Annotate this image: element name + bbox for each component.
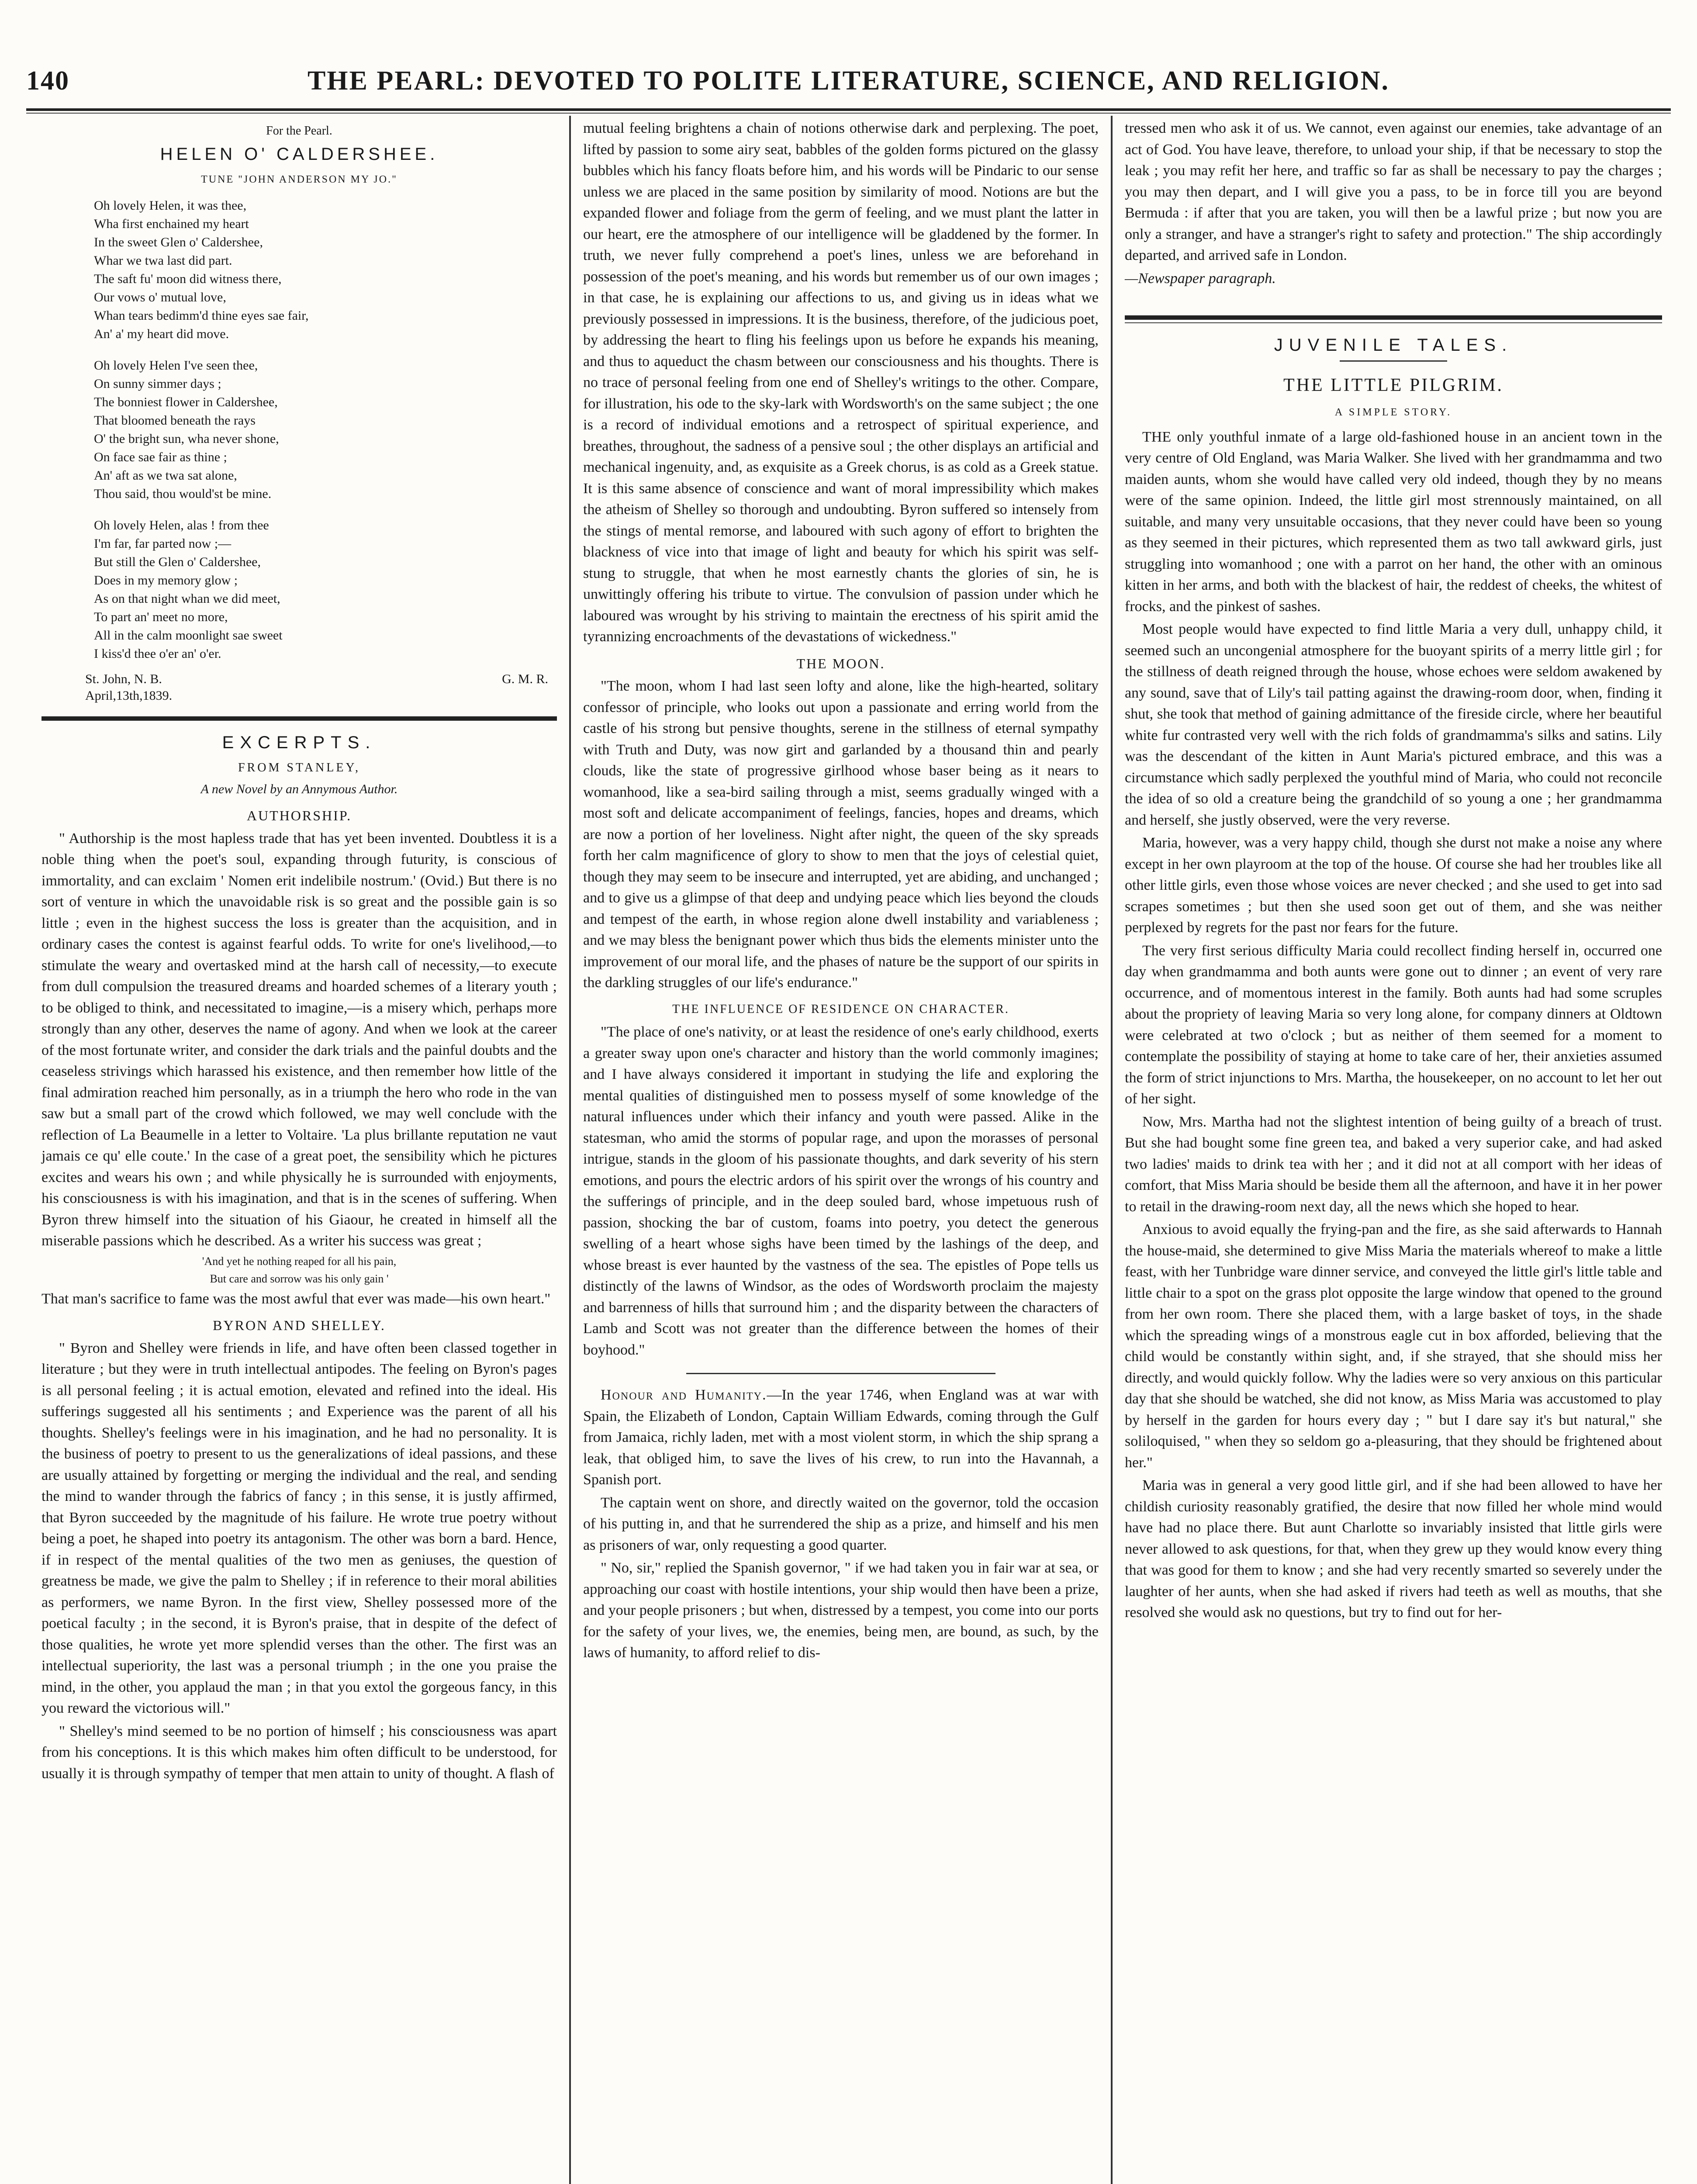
authorship-label: AUTHORSHIP. xyxy=(246,808,352,823)
verse-line: In the sweet Glen o' Caldershee, xyxy=(94,235,263,249)
verse-line: The bonniest flower in Caldershee, xyxy=(94,394,278,409)
excerpts-from: FROM STANLEY, xyxy=(238,761,361,774)
verse-line: I'm far, far parted now ;— xyxy=(94,536,232,551)
excerpt-continuation: mutual feeling brightens a chain of notions otherwise dark and perplexing. The poet, lifted by passion to some airy seat, babbles of the golden forms pictured on the glassy bubbles which his fancy floats before him, and his words will be Pindaric to our sense unless we are placed in the same position by similarity of mood. Notions are but the expanded flower and foliage from the germ of feeling, and we must plant the latter in our heart, ere the atmosphere of our intelligence will be gladdened by the former. In truth, we never fully comprehend a poet's lines, unless we are beforehand in possession of the poet's meaning, and his words but remember us of our own images ; in that case, he is explaining our affections to us, and giving us in ideas what we previously possessed in impressions. It is the business, therefore, of the judicious poet, by addressing the heart to fling his feelings upon us before he expands his meaning, and thus to aqueduct the chasm between our consciousness and his thoughts. There is no trace of personal feeling from one end of Shelley's writings to the other. Compare, for illustration, his ode to the sky-lark with Wordsworth's on the same subject ; the one is a record of individual emotions and a retrospect of spiritual experience, and breathes, throughout, the sadness of a pensive soul ; the other displays an artificial and mechanical ingenuity, and, as exquisite as a Greek chorus, is as cold as a Greek statue. It is this same absence of conscience and want of moral impressibility which makes the atheism of Shelley so thorough and undoubting. Byron suffered so intensely from the stings of mental remorse, and laboured with such agony of effort to brighten the blackness of vice into that image of light and beauty for which his spirit was self-stung to struggle, that when he most earnestly chants the glories of sin, he is unwittingly offering his tribute to virtue. The convulsion of passion under which he laboured was wrought by his striving to maintain the erectness of his spirit amid the tyrannizing encroachments of the devastations of wickedness." xyxy=(583,120,1099,645)
column-2 xyxy=(583,118,1099,1666)
poem-title: HELEN O' CALDERSHEE. xyxy=(160,144,439,164)
verse-line: O' the bright sun, wha never shone, xyxy=(94,431,279,446)
story-paragraph: THE only youthful inmate of a large old-fashioned house in an ancient town in the very centre of Old England, was Maria Walker. She lived with her grandmamma and two maiden aunts, whom she would have called very old indeed, though they by no means were of the same opinion. Indeed, the little girl most strennously maintained, on all suitable, and many very unsuitable occasions, that they never could have been so young as they seemed in their pictures, which represented them as two tall awkward girls, just struggling into womanhood ; one with a parrot on her hand, the other with an ominous kitten in her arms, and both with the blackest of hair, the reddest of cheeks, the whitest of frocks, and the pinkest of sashes. xyxy=(1125,429,1662,615)
poem-signature: G. M. R. xyxy=(502,671,548,686)
verse-line: I kiss'd thee o'er an' o'er. xyxy=(94,646,221,661)
verse-line: But still the Glen o' Caldershee, xyxy=(94,554,261,569)
authorship-close: That man's sacrifice to fame was the most awful that ever was made—his own heart." xyxy=(41,1290,551,1307)
story-subtitle: A SIMPLE STORY. xyxy=(1334,407,1452,418)
excerpts-byline: A new Novel by an Annymous Author. xyxy=(200,781,398,796)
byron-shelley-label: BYRON AND SHELLEY. xyxy=(213,1317,386,1333)
story-paragraph: Anxious to avoid equally the frying-pan and the fire, as she said afterwards to Hannah the house-maid, she determined to give Miss Maria the materials whereof to make a little feast, with her Tunbridge ware dinner service, and conveyed the little girl's little table and little chair to a spot on the grass plot opposite the large window that opened to the ground from her own room. There she placed them, with a large basket of toys, in the shade which the spreading wings of a monstrous eagle cut in box afforded, believing that the child would be constantly within sight, and, if she strayed, that she should miss her directly, and would quickly follow. Why the ladies were so very anxious on this particular day that she should be watched, she did not know, as Miss Maria was accustomed to play by herself in the garden for hours every day ; " but I dare say it's but natural," she soliloquised, " when they so seldom go a-pleasuring, that they should be frightened about her." xyxy=(1125,1221,1662,1471)
quote-line: But care and sorrow was his only gain ' xyxy=(210,1272,389,1285)
verse-line: On sunny simmer days ; xyxy=(94,376,221,391)
verse-line: Does in my memory glow ; xyxy=(94,573,238,587)
poem-tune: TUNE "JOHN ANDERSON MY JO." xyxy=(201,174,397,185)
poem-place: St. John, N. B. xyxy=(85,671,162,686)
poem-stanza-3 xyxy=(41,516,557,663)
poem-signature-row xyxy=(41,671,557,704)
authorship-text: " Authorship is the most hapless trade that has yet been invented. Doubtless it is a noble thing when the poet's soul, expanding through futurity, is conscious of immortality, and can exclaim ' Nomen erit indelibile nostrum.' (Ovid.) But there is no sort of venture in which the unavoidable risk is so great and the possible gain is so little ; even in the highest success the loss is greater than the acquisition, and in ordinary cases the contest is against fearful odds. To write for one's livelihood,—to stimulate the weary and overtasked mind at the harsh call of necessity,—to execute from dull compulsion the treasured dreams and hoarded schemes of a literary youth ; to be obliged to think, and necessitated to imagine,—is a misery which, perhaps more strongly than any other, deserves the name of agony. And when we look at the career of the most fortunate writer, and consider the dark trials and the painful doubts and the ceaseless strivings which harassed his existence, and then remember how little of the final admiration reached him personally, as in a triumph the hero who rode in the van saw but a small part of the crowd which followed, we may well conclude with the reflection of La Beaumelle in a letter to Voltaire. 'La plus brillante reputation ne vaut jamais ce qu' elle coute.' In the case of a great poet, the sensibility which he pictures excites and wears his own ; and while physically he is surrounded with enjoyments, his consciousness is with his imagination, and that is in the scenes of suffering. When Byron threw himself into the situation of his Giaour, he created in himself all the miserable passions which he described. As a writer his success was great ; xyxy=(41,830,557,1249)
verse-line: Oh lovely Helen I've seen thee, xyxy=(94,358,258,373)
verse-line: As on that night whan we did meet, xyxy=(94,591,280,606)
verse-line: Whan tears bedimm'd thine eyes sae fair, xyxy=(94,308,309,323)
verse-line: Our vows o' mutual love, xyxy=(94,290,226,304)
column-1 xyxy=(41,118,557,1786)
story-paragraph: Maria was in general a very good little girl, and if she had been allowed to have her childish curiosity reasonably gratified, the desire that now filled her whole mind would have had no place there. But aunt Charlotte so invariably insisted that little girls were never allowed to ask questions, for that, when they grew up they would know every thing that was good for them to know ; and she had very recently smarted so severely under the laughter of her aunts, when she had asked if rivers had teeth as well as mouths, that she resolved she would ask no questions, but try to find out for her- xyxy=(1125,1477,1662,1621)
story-paragraph: Most people would have expected to find little Maria a very dull, unhappy child, it seemed such an uncongenial atmosphere for the buoyant spirits of a merry little girl ; for the stillness of death reigned through the house, whose echoes were seldom awakened by any sound, save that of Lily's tail patting against the drawing-room door, when, finding it shut, she took that method of gaining admittance of the fireside circle, where her beautiful white fur contrasted very well with the rich folds of grandmamma's silks and satins. Lily was the descendant of the kitten in Aunt Maria's pictured embrace, and this was a circumstance which sadly perplexed the youthful mind of Maria, who could not reconcile the idea of so old a creature being the grandchild of so young a one ; her grandmamma and herself, she justly observed, were the very reverse. xyxy=(1125,621,1662,828)
poem-stanza-1 xyxy=(41,197,557,343)
verse-line: Oh lovely Helen, alas ! from thee xyxy=(94,518,269,532)
honour-paragraph-3: " No, sir," replied the Spanish governor, " if we had taken you in fair war at sea, or approaching our coast with hostile intentions, your ship would then have been a prize, and your people prisoners ; but when, distressed by a tempest, you come into our ports for the safety of your lives, we, the enemies, being men, are bound, as such, by the laws of humanity, to afford relief to dis- xyxy=(583,1560,1099,1661)
influence-text: "The place of one's nativity, or at least the residence of one's early childhood, exerts a greater sway upon one's character and history than the world commonly imagines; and I have always considered it important in studying the life and exploring the mental qualities of distinguished men to possess myself of some knowledge of the natural influences under which their infancy and youth were passed. Alike in the statesman, who amid the storms of popular rage, and upon the morasses of personal intrigue, stands in the gloom of his passionate thoughts, and dark severity of his stern emotions, and pours the electric ardors of his spirit over the wrongs of his country and the sufferings of principle, and in the deep souled bard, whose impetuous rush of passion, shocking the bar of custom, foams into poetry, you detect the generous swelling of a heart whose sighs have been timed by the lashings of the deep, and whose breast is ever haunted by the vastness of the sea. The epistles of Pope tells us distinctly of the lawns of Windsor, as the odes of Wordsworth proclaim the majesty and barrenness of hills that surround him ; and the disparity between the characters of Lamb and Scott was not greater than the difference between the homes of their boyhood." xyxy=(583,1024,1099,1358)
masthead xyxy=(26,66,1671,105)
section-rule-thin xyxy=(1125,322,1662,323)
poem-credit: For the Pearl. xyxy=(266,124,332,138)
moon-label: THE MOON. xyxy=(796,655,885,671)
verse-line: Whar we twa last did part. xyxy=(94,253,232,268)
honour-text: —In the year 1746, when England was at war with Spain, the Elizabeth of London, Captain William Edwards, coming through the Gulf from Jamaica, richly laden, met with a most violent storm, in which the ship sprang a leak, that obliged him, to save the lives of his crew, to run into the Havannah, a Spanish port. xyxy=(583,1387,1099,1488)
verse-line: All in the calm moonlight sae sweet xyxy=(94,628,283,643)
column-divider xyxy=(1111,116,1113,2184)
quote-line: 'And yet he nothing reaped for all his pain, xyxy=(202,1254,397,1268)
masthead-rule xyxy=(26,108,1671,111)
heading-rule xyxy=(1340,360,1447,362)
verse-line: That bloomed beneath the rays xyxy=(94,413,256,428)
honour-paragraph xyxy=(583,1385,1099,1491)
verse-line: An' aft as we twa sat alone, xyxy=(94,468,237,483)
poem-date: April,13th,1839. xyxy=(85,688,173,703)
story-paragraph: Maria, however, was a very happy child, though she durst not make a noise any where except in her own playroom at the top of the house. Of course she had her troubles like all other little girls, even those whose voices are never checked ; and she used to get into sad scrapes sometimes ; but then she used soon get out of them, and she was neither perplexed by regrets for the past nor fears for the future. xyxy=(1125,835,1662,936)
verse-line: Thou said, thou would'st be mine. xyxy=(94,486,272,501)
influence-label: THE INFLUENCE OF RESIDENCE ON CHARACTER. xyxy=(672,1002,1009,1016)
verse-line: To part an' meet no more, xyxy=(94,609,228,624)
poem-stanza-2 xyxy=(41,356,557,503)
honour-source: —Newspaper paragraph. xyxy=(1125,270,1276,287)
verse-line: Oh lovely Helen, it was thee, xyxy=(94,198,247,213)
juvenile-tales-heading: JUVENILE TALES. xyxy=(1274,335,1513,355)
verse-line: The saft fu' moon did witness there, xyxy=(94,271,282,286)
shelley-text: " Shelley's mind seemed to be no portion of himself ; his consciousness was apart from his conceptions. It is this which makes him often difficult to be understood, for usually it is through sympathy of temper that men attain to unity of thought. A flash of xyxy=(41,1723,557,1782)
poem-dateline xyxy=(85,671,172,704)
byron-shelley-text: " Byron and Shelley were friends in life, and have often been classed together in literature ; but they were in truth intellectual antipodes. The feeling on Byron's pages is all personal feeling ; it is actual emotion, elevated and refined into the ideal. His sufferings suggested all his sentiments ; and Experience was the parent of all his thoughts. Shelley's feelings were in his imagination, and he had no personality. It is the business of poetry to present to us the generalizations of ideal passions, and these are usually attained by forgetting or merging the individual and the real, and sending the mind to wander through the fabrics of fancy ; in this sense, it is justly affirmed, that Byron succeeded by the magnitude of his failure. He wrote true poetry without being a poet, he shaped into poetry its antagonism. The other was born a bard. Hence, if in respect of the mental qualities of the two men as geniuses, the question of greatness be made, we give the palm to Shelley ; if in reference to their moral abilities as performers, we name Byron. In the first view, Shelley possessed more of the poetical faculty ; in the second, it is Byron's praise, that in despite of the defect of those qualities, he wrote yet more splendid verses than the other. The first was an intellectual superiority, the last was a personal triumph ; in the one you praise the mind, in the other, you applaud the man ; in that you extol the gorgeous fancy, in this you reward the victorious will." xyxy=(41,1340,557,1716)
excerpts-heading: EXCERPTS. xyxy=(222,733,377,752)
column-3 xyxy=(1125,118,1662,1625)
verse-line: On face sae fair as thine ; xyxy=(94,449,227,464)
moon-text: "The moon, whom I had last seen lofty and alone, like the high-hearted, solitary confessor of principle, who looks out upon a passionate and erring world from the castle of his strong but pensive thoughts, serene in the stillness of eternal sympathy with Truth and Duty, was now girt and garlanded by a thousand thin and pearly clouds, like the state of progressive girlhood whose baser being as it nears to womanhood, like a sea-bird sailing through a mist, seems gradually winged with a most soft and delicate accompaniment of feelings, fancies, hopes and dreams, which are now a portion of her loveliness. Night after night, the queen of the sky spreads forth her calm magnificence of glory to show to men that the joys of celestial quiet, though they may seem to be insecure and interrupted, yet are abiding, and unchanged ; and to give us a glimpse of that deep and undying peace which lies beyond the clouds and tempest of the earth, in whose region alone dwell instability and variableness ; and we may bless the benignant power which thus bids the elements minister unto the improvement of our moral life, and the phases of nature be the support of our spirits in the darkling struggles of our life's endurance." xyxy=(583,678,1099,991)
section-rule xyxy=(41,716,557,721)
honour-paragraph-2: The captain went on shore, and directly waited on the governor, told the occasion of his putting in, and that he surrendered the ship as a prize, and himself and his men as prisoners of war, only requesting a good quarter. xyxy=(583,1494,1099,1553)
masthead-rule-thin xyxy=(26,113,1671,114)
honour-continuation: tressed men who ask it of us. We cannot, even against our enemies, take advantage of an act of God. You have leave, therefore, to unload your ship, if that be necessary to stop the leak ; you may refit her here, and traffic so far as shall be necessary to pay the charges ; you may then depart, and I will give you a pass, to be in force till you are beyond Bermuda : if after that you are taken, you will then be a lawful prize ; but now you are only a stranger, and have a stranger's right to safety and protection." The ship accordingly departed, and arrived safe in London. xyxy=(1125,120,1662,263)
honour-title: Honour and Humanity. xyxy=(601,1387,767,1403)
column-divider xyxy=(569,116,571,2184)
section-rule xyxy=(1125,315,1662,320)
story-paragraph: Now, Mrs. Martha had not the slightest intention of being guilty of a breach of trust. But she had bought some fine green tea, and baked a very superior cake, and had asked two ladies' maids to drink tea with her ; and it did not at all comport with her ideas of comfort, that Miss Maria should be beside them all the afternoon, and have it in her power to retail in the drawing-room next day, all the news which she hoped to hear. xyxy=(1125,1113,1662,1215)
story-paragraph: The very first serious difficulty Maria could recollect finding herself in, occurred one day when grandmamma and both aunts were gone out to dinner ; an event of very rare occurrence, and of momentous interest in the family. Both aunts had had some scruples about the propriety of leaving Maria so very long alone, for company dinners at Oldtown were celebrated at two o'clock ; but as neither of them seemed for a moment to contemplate the possibility of staying at home to take care of her, their anxieties assumed the form of strict injunctions to Mrs. Martha, the housekeeper, on no account to let her out of her sight. xyxy=(1125,942,1662,1107)
verse-line: Wha first enchained my heart xyxy=(94,216,249,231)
section-rule xyxy=(686,1373,995,1374)
verse-line: An' a' my heart did move. xyxy=(94,326,229,341)
page-number: 140 xyxy=(26,66,69,96)
story-title: THE LITTLE PILGRIM. xyxy=(1283,375,1504,395)
running-title: THE PEARL: DEVOTED TO POLITE LITERATURE, SCIENCE, AND RELIGION. xyxy=(307,66,1390,96)
